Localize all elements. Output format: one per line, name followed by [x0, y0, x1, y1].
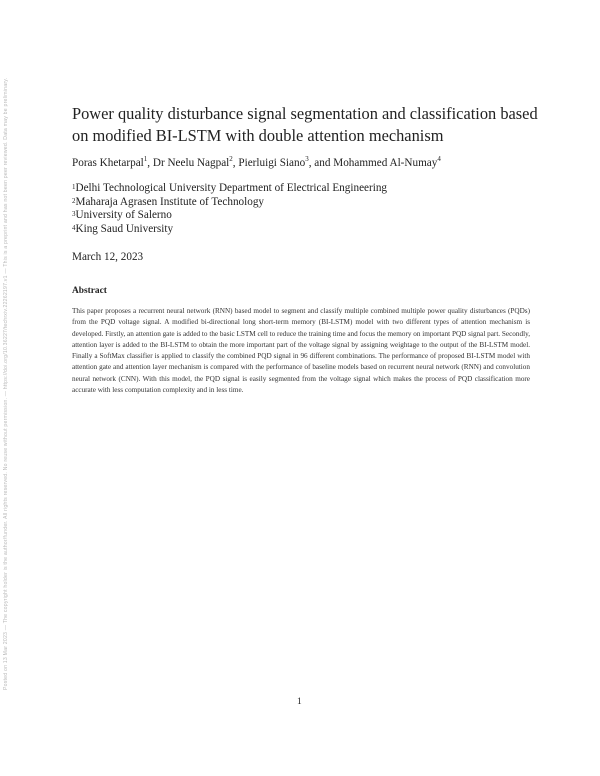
author-name: Pierluigi Siano: [238, 157, 306, 169]
page-number: 1: [297, 697, 302, 707]
preprint-side-stamp: Posted on 13 Mar 2023 — The copyright holder is the author/funder. All rights reserved. No reuse without permission. — https://doi.org/10.36227/techrxiv.22262197.v1 — This is a preprint and has not been peer reviewed. Data may be preliminary.: [3, 77, 9, 690]
paper-title: Power quality disturbance signal segmentation and classification based on modified BI-LSTM with double attention mechanism: [72, 104, 538, 145]
author-list: [72, 157, 441, 169]
affiliation-item: [72, 223, 387, 237]
affiliation-name: University of Salerno: [75, 209, 172, 222]
author-affiliation-marker: 3: [305, 155, 309, 163]
affiliation-name: Delhi Technological University Department of Electrical Engineering: [75, 182, 388, 194]
publication-date: March 12, 2023: [72, 251, 144, 263]
affiliation-marker: 3: [72, 210, 76, 219]
affiliation-marker: 1: [72, 183, 76, 191]
affiliation-item: [72, 182, 387, 196]
affiliation-name: King Saud University: [75, 222, 174, 235]
author-separator: , and: [308, 157, 334, 169]
affiliation-item: [72, 196, 387, 210]
author-affiliation-marker: 2: [229, 155, 233, 163]
author-name: Mohammed Al-Numay: [333, 157, 438, 169]
author-separator: ,: [232, 157, 239, 169]
author-affiliation-marker: 4: [437, 155, 441, 163]
abstract-text: This paper proposes a recurrent neural network (RNN) based model to segment and classify multiple combined multiple power quality disturbances (PQDs) from the PQD voltage signal. A modified bi-directional long short-term memory (BI-LSTM) model with two different types of attention mechanism is developed. Firstly, an attention gate is added to the basic LSTM cell to reduce the training time and focus the memory on important PQD signal part. Secondly, attention layer is added to the BI-LSTM to obtain the more important part of the voltage signal by assigning weightage to the output of the BI-LSTM model. Finally a SoftMax classifier is applied to classify the combined PQD signal in 96 different combinations. The performance of proposed BI-LSTM model with attention gate and attention layer mechanism is compared with the performance of baseline models based on recurrent neural network (RNN) and convolution neural network (CNN). With this model, the PQD signal is easily segmented from the voltage signal which makes the process of PQD classification more accurate with less computation complexity and in less time.: [72, 307, 530, 395]
affiliation-marker: 2: [72, 196, 76, 205]
affiliation-name: Maharaja Agrasen Institute of Technology: [75, 195, 265, 208]
author-name: Dr Neelu Nagpal: [152, 157, 230, 169]
affiliation-marker: 4: [72, 223, 76, 232]
author-name: Poras Khetarpal: [72, 157, 144, 169]
author-separator: ,: [147, 157, 153, 169]
abstract-heading: Abstract: [72, 286, 107, 296]
affiliation-item: [72, 209, 387, 223]
author-affiliation-marker: 1: [143, 155, 148, 163]
affiliation-list: [72, 182, 387, 236]
